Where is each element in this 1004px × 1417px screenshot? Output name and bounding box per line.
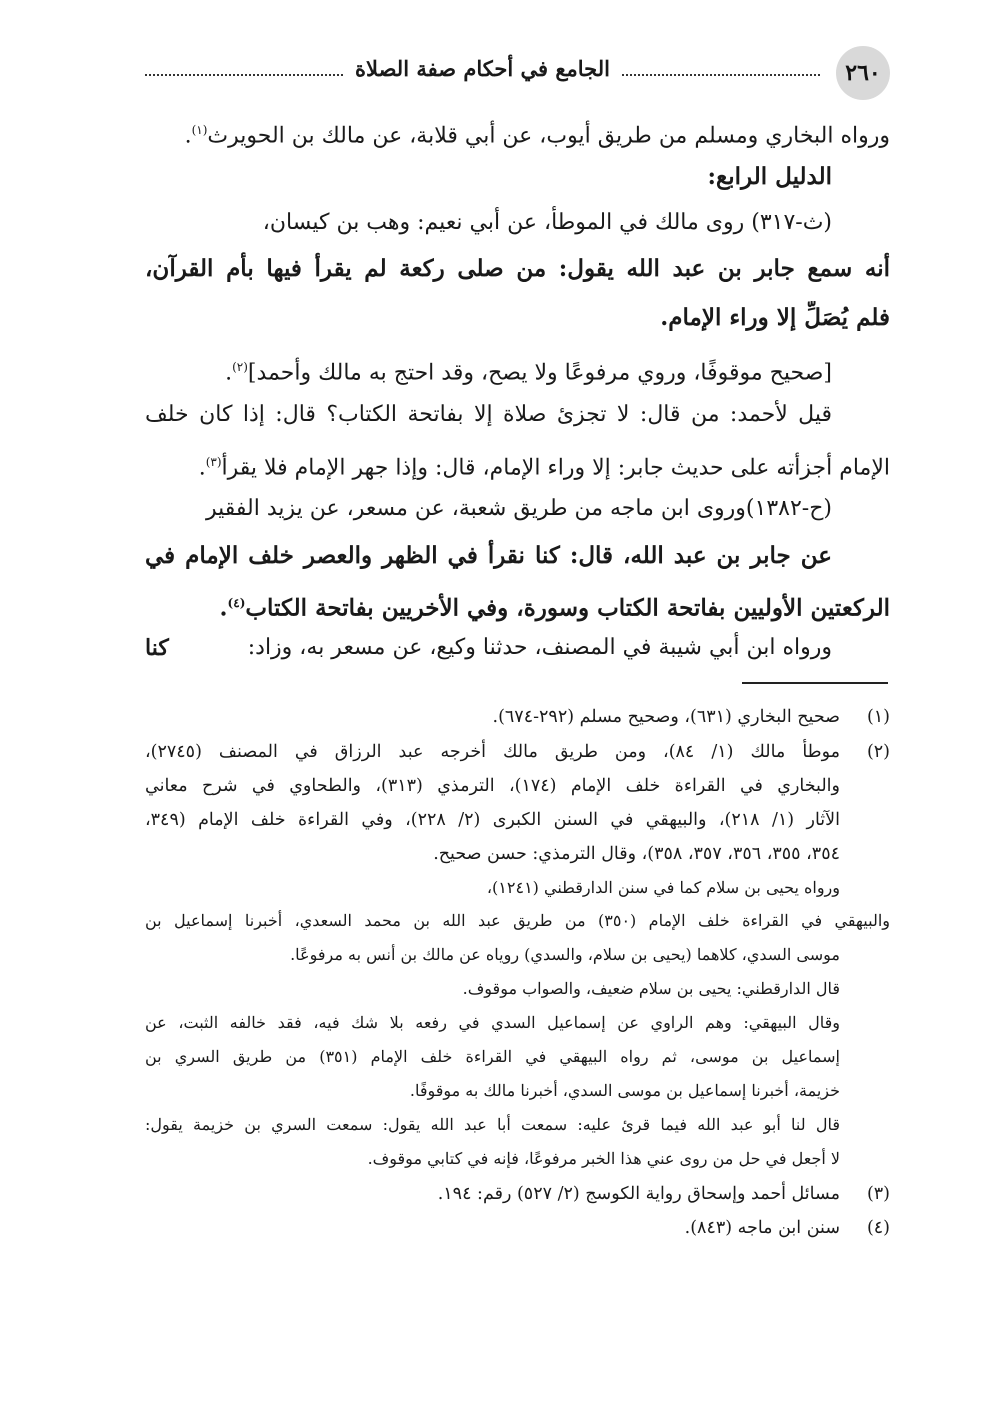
footnote-4 bbox=[145, 1213, 890, 1243]
footnote-label: (٣) bbox=[866, 1184, 890, 1204]
footnote-line: والبيهقي في القراءة خلف الإمام (٣٥٠) من طريق عبد الله بن محمد السعدي، أخبرنا إسماعيل بن bbox=[145, 911, 890, 930]
running-title: الجامع في أحكام صفة الصلاة bbox=[355, 56, 610, 81]
dotted-leader-right bbox=[622, 74, 820, 76]
hadith-text: أنه سمع جابر بن عبد الله يقول: من صلى ركعة لم يقرأ فيها بأم القرآن، bbox=[145, 255, 890, 282]
footnote-line: ٣٥٤، ٣٥٥، ٣٥٦، ٣٥٧، ٣٥٨)، وقال الترمذي: حسن صحيح. bbox=[433, 844, 840, 864]
running-title-bar bbox=[145, 56, 820, 81]
footnote-ref: (١) bbox=[191, 123, 208, 137]
footnote-line: والبخاري في القراءة خلف الإمام (١٧٤)، الترمذي (٣١٣)، والطحاوي في شرح معاني bbox=[145, 776, 840, 796]
footnote-line: الآثار (١/ ٢١٨)، والبيهقي في السنن الكبرى (٢/ ٢٢٨)، وفي القراءة خلف الإمام (٣٤٩، bbox=[145, 810, 840, 830]
section-heading: الدليل الرابع: bbox=[707, 163, 832, 190]
footnote-separator bbox=[742, 682, 888, 684]
body-line: ورواه ابن أبي شيبة في المصنف، حدثنا وكيع، عن مسعر به، وزاد: كنا bbox=[145, 631, 890, 665]
footnote-text: موطأ مالك (١/ ٨٤)، ومن طريق مالك أخرجه عبد الرزاق في المصنف (٢٧٤٥)، bbox=[145, 742, 840, 762]
footnote-line: خزيمة، أخبرنا إسماعيل بن موسى السدي، أخبرنا مالك به موقوفًا. bbox=[409, 1081, 840, 1100]
body-line: قيل لأحمد: من قال: لا تجزئ صلاة إلا بفاتحة الكتاب؟ قال: إذا كان خلف bbox=[145, 402, 832, 427]
footnote-1 bbox=[145, 702, 890, 732]
dotted-leader-left bbox=[145, 74, 343, 76]
footnote-3 bbox=[145, 1179, 890, 1209]
footnote-line: ورواه يحيى بن سلام كما في سنن الدارقطني (١٢٤١)، bbox=[486, 878, 840, 897]
footnote-ref: (٢) bbox=[232, 360, 248, 374]
footnote-text: سنن ابن ماجه (٨٤٣). bbox=[684, 1218, 840, 1238]
body-line: [صحيح موقوفًا، وروي مرفوعًا ولا يصح، وقد احتج به مالك وأحمد]$^{(٢)}$. bbox=[225, 360, 832, 386]
body-line: (ح-١٣٨٢)وروى ابن ماجه من طريق شعبة، عن مسعر، عن يزيد الفقير bbox=[206, 496, 832, 521]
hadith-text: فلم يُصَلِّ إلا وراء الإمام. bbox=[660, 304, 890, 331]
footnote-2 bbox=[145, 737, 890, 767]
footnote-line: قال الدارقطني: يحيى بن سلام ضعيف، والصواب موقوف. bbox=[462, 979, 840, 998]
footnote-text: صحيح البخاري (٦٣١)، وصحيح مسلم (٢٩٢-٦٧٤). bbox=[492, 707, 840, 727]
hadith-text: عن جابر بن عبد الله، قال: كنا نقرأ في الظهر والعصر خلف الإمام في bbox=[145, 542, 832, 569]
body-line: ورواه البخاري ومسلم من طريق أيوب، عن أبي قلابة، عن مالك بن الحويرث$^{(١)}$. bbox=[184, 123, 890, 149]
footnote-line: قال لنا أبو عبد الله فيما قرئ عليه: سمعت أبا عبد الله يقول: سمعت السري بن خزيمة يقول: bbox=[145, 1115, 840, 1134]
footnote-label: (٢) bbox=[866, 742, 890, 762]
footnote-line: وقال البيهقي: وهم الراوي عن إسماعيل السدي في رفعه بلا شك فيه، فقد خالفه الثبت، عن bbox=[145, 1013, 840, 1032]
page-header bbox=[145, 44, 890, 100]
body-line: (ث-٣١٧) روى مالك في الموطأ، عن أبي نعيم: وهب بن كيسان، bbox=[262, 210, 832, 235]
page-number: ٢٦٠ bbox=[836, 46, 890, 100]
footnote-label: (٤) bbox=[866, 1218, 890, 1238]
footnote-ref: (٤) bbox=[227, 596, 246, 610]
footnote-label: (١) bbox=[866, 707, 890, 727]
footnote-text: مسائل أحمد وإسحاق رواية الكوسج (٢/ ٥٢٧) رقم: ١٩٤. bbox=[437, 1184, 840, 1204]
bold-word: كنا bbox=[145, 635, 169, 661]
footnote-line: لا أجعل في حل من روى عني هذا الخبر مرفوعًا، فإنه في كتابي موقوف. bbox=[367, 1149, 840, 1168]
hadith-text: الركعتين الأوليين بفاتحة الكتاب وسورة، وفي الأخريين بفاتحة الكتاب$^{(٤)}$. bbox=[219, 594, 890, 622]
footnote-line: إسماعيل بن موسى، ثم رواه البيهقي في القراءة خلف الإمام (٣٥١) من طريق السري بن bbox=[145, 1047, 841, 1066]
footnote-ref: (٣) bbox=[205, 455, 222, 469]
body-line: الإمام أجزأته على حديث جابر: إلا وراء الإمام، قال: وإذا جهر الإمام فلا يقرأ$^{(٣)}$. bbox=[198, 455, 890, 481]
footnote-line: موسى السدي، كلاهما (يحيى بن سلام، والسدي) روياه عن مالك بن أنس به مرفوعًا. bbox=[290, 945, 840, 964]
